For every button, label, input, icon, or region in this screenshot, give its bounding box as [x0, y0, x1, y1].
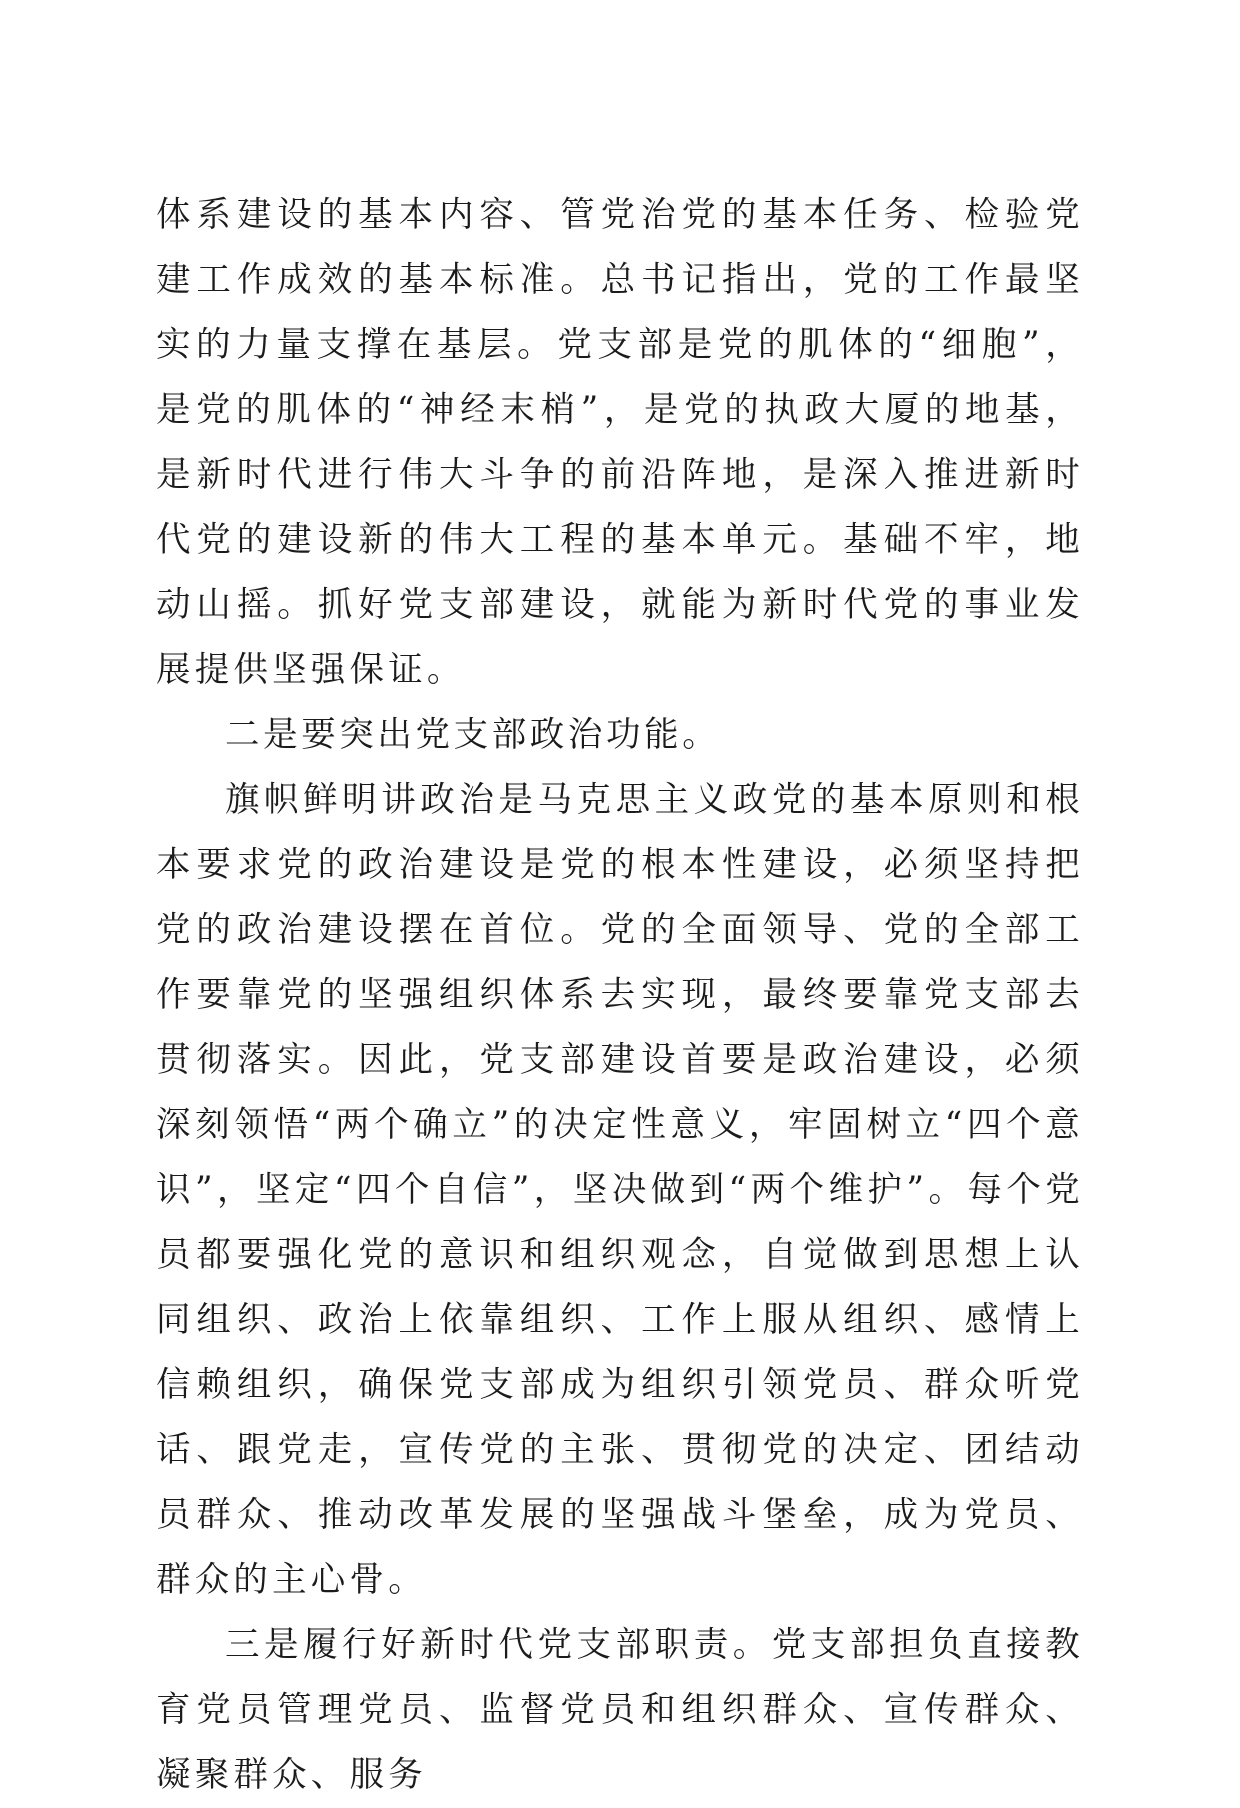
paragraph-political-function-heading: 二是要突出党支部政治功能。 [225, 715, 721, 755]
paragraph-political-construction: 旗帜鲜明讲政治是马克思主义政党的基本原则和根本要求党的政治建设是党的根本性建设，必须坚持把党的政治建设摆在首位。党的全面领导、党的全部工作要靠党的坚强组织体系去实现，最终要靠党支部去贯彻落实。因此，党支部建设首要是政治建设，必须深刻领悟“两个确立”的决定性意义，牢固树立“四个意识”，坚定“四个自信”，坚决做到“两个维护”。每个党员都要强化党的意识和组织观念，自觉做到思想上认同组织、政治上依靠组织、工作上服从组织、感情上信赖组织，确保党支部成为组织引领党员、群众听党话、跟党走，宣传党的主张、贯彻党的决定、团结动员群众、推动改革发展的坚强战斗堡垒，成为党员、群众的主心骨。 [156, 780, 1084, 1600]
paragraph-branch-duties: 三是履行好新时代党支部职责。党支部担负直接教育党员管理党员、监督党员和组织群众、宣传群众、凝聚群众、服务 [156, 1625, 1084, 1795]
paragraph-party-branch-foundation: 体系建设的基本内容、管党治党的基本任务、检验党建工作成效的基本标准。总书记指出，党的工作最坚实的力量支撑在基层。党支部是党的肌体的“细胞”，是党的肌体的“神经末梢”，是党的执政大厦的地基，是新时代进行伟大斗争的前沿阵地，是深入推进新时代党的建设新的伟大工程的基本单元。基础不牢，地动山摇。抓好党支部建设，就能为新时代党的事业发展提供坚强保证。 [156, 195, 1084, 690]
document-body [156, 183, 1084, 1808]
